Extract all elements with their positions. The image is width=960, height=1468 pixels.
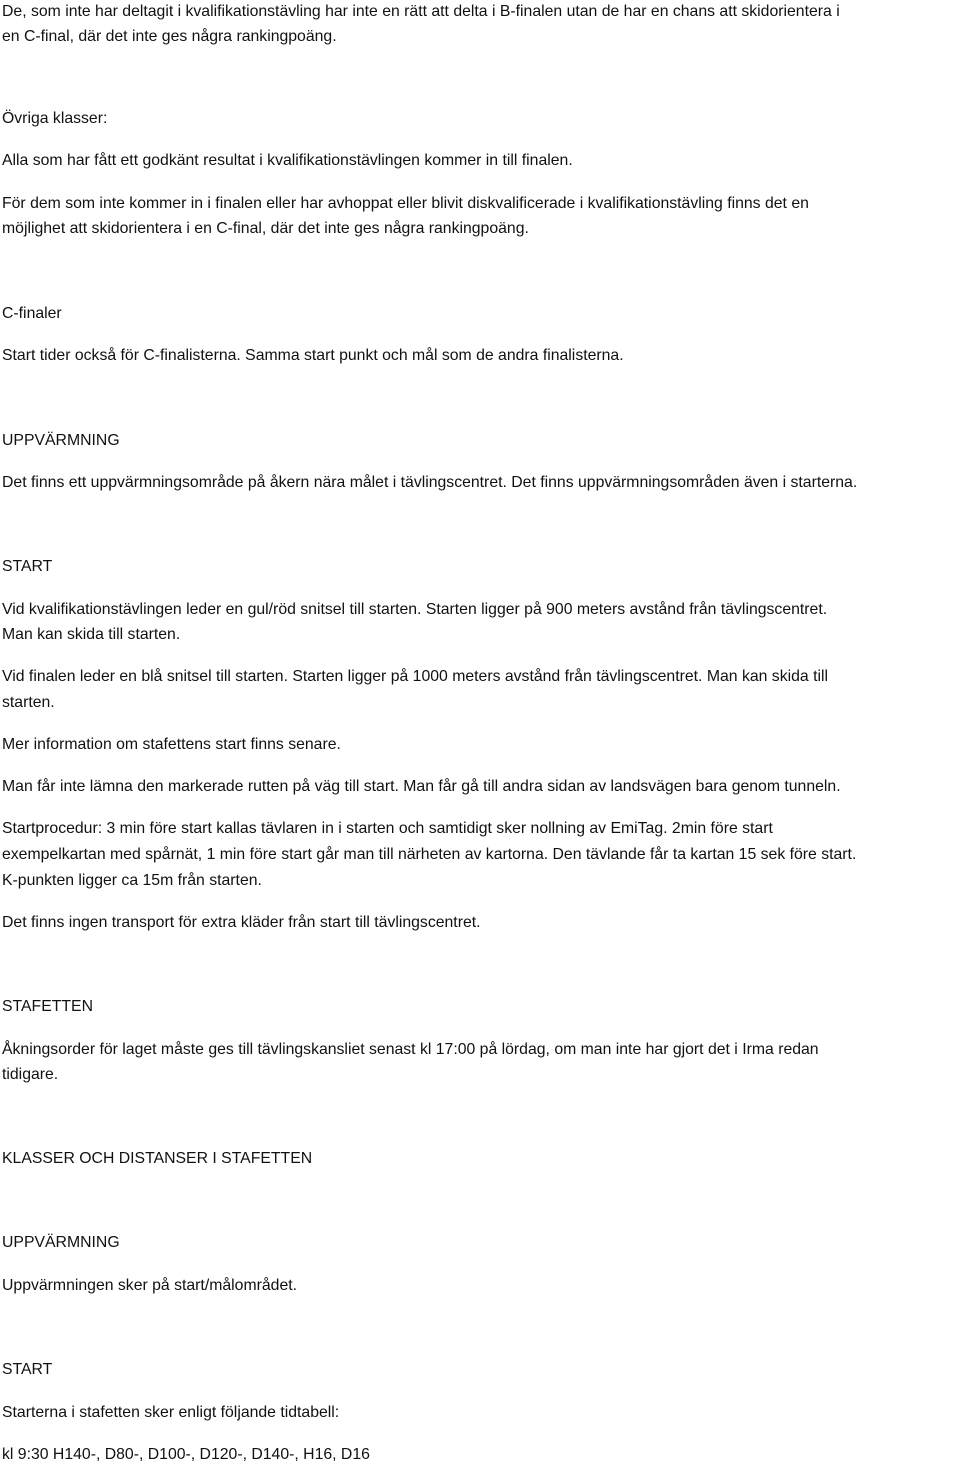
paragraph-markerade-rutten: Man får inte lämna den markerade rutten på väg till start. Man får gå till andra sidan av landsvägen bara genom tunneln. — [2, 778, 841, 795]
paragraph-startprocedur-line1: Startprocedur: 3 min före start kallas tävlaren in i starten och samtidigt sker nollning av EmiTag. 2min före start — [2, 820, 773, 837]
paragraph-kval-start-line1: Vid kvalifikationstävlingen leder en gul/röd snitsel till starten. Starten ligger på 900 meters avstånd från tävlingscentret. — [2, 601, 828, 618]
heading-c-finaler: C-finaler — [2, 305, 62, 322]
paragraph-startprocedur-line2: exempelkartan med spårnät, 1 min före start går man till närheten av kartorna. Den tävlande får ta kartan 15 sek före start. — [2, 846, 857, 863]
paragraph-mer-information: Mer information om stafettens start finns senare. — [2, 736, 341, 753]
heading-stafetten: STAFETTEN — [2, 998, 93, 1015]
paragraph-cfinal-intro-line1: De, som inte har deltagit i kvalifikationstävling har inte en rätt att delta i B-finalen utan de har en chans att skidorientera i — [2, 3, 840, 20]
paragraph-akningsorder-line1: Åkningsorder för laget måste ges till tävlingskansliet senast kl 17:00 på lördag, om man inte har gjort det i Irma redan — [2, 1041, 819, 1058]
paragraph-ej-finalen-line1: För dem som inte kommer in i finalen eller har avhoppat eller blivit diskvalificerade i kvalifikationstävling finns det en — [2, 195, 809, 212]
paragraph-ej-finalen-line2: möjlighet att skidorientera i en C-final, där det inte ges några rankingpoäng. — [2, 220, 529, 237]
paragraph-cfinal-intro-line2: en C-final, där det inte ges några rankingpoäng. — [2, 28, 337, 45]
paragraph-kval-start-line2: Man kan skida till starten. — [2, 626, 181, 643]
paragraph-akningsorder-line2: tidigare. — [2, 1066, 59, 1083]
heading-start-1: START — [2, 558, 53, 575]
paragraph-final-start-line1: Vid finalen leder en blå snitsel till starten. Starten ligger på 1000 meters avstånd från tävlingscentret. Man kan skida till — [2, 668, 828, 685]
paragraph-c-finalister: Start tider också för C-finalisterna. Samma start punkt och mål som de andra finalisterna. — [2, 347, 624, 364]
paragraph-final-start-line2: starten. — [2, 694, 55, 711]
paragraph-uppvarmning-stafett: Uppvärmningen sker på start/målområdet. — [2, 1277, 298, 1294]
heading-klasser-distanser: KLASSER OCH DISTANSER I STAFETTEN — [2, 1150, 313, 1167]
heading-ovriga-klasser: Övriga klasser: — [2, 110, 108, 127]
paragraph-startprocedur-line3: K-punkten ligger ca 15m från starten. — [2, 872, 262, 889]
heading-uppvarmning-1: UPPVÄRMNING — [2, 432, 120, 449]
paragraph-tidtabell-0930: kl 9:30 H140-, D80-, D100-, D120-, D140-, H16, D16 — [2, 1446, 370, 1463]
paragraph-transport-klader: Det finns ingen transport för extra kläder från start till tävlingscentret. — [2, 914, 481, 931]
paragraph-uppvarmningsomrade: Det finns ett uppvärmningsområde på åkern nära målet i tävlingscentret. Det finns uppvärmningsområden även i starterna. — [2, 474, 858, 491]
paragraph-tidtabell-intro: Starterna i stafetten sker enligt följande tidtabell: — [2, 1404, 340, 1421]
heading-start-2: START — [2, 1361, 53, 1378]
paragraph-godkant-resultat: Alla som har fått ett godkänt resultat i kvalifikationstävlingen kommer in till finalen. — [2, 152, 573, 169]
heading-uppvarmning-2: UPPVÄRMNING — [2, 1234, 120, 1251]
